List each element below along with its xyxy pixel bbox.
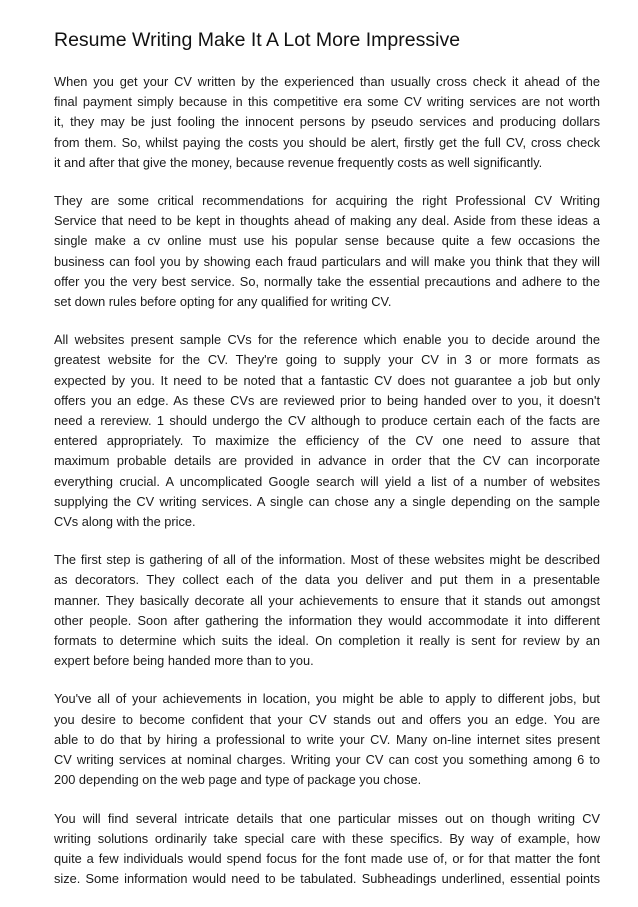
text-line: final payment simply because in this competitive era some CV writing services are not worth (54, 94, 600, 110)
text-line: offers you an edge. As these CVs are reviewed prior to being handed over to you, it doesn't (54, 392, 600, 408)
text-line: They are some critical recommendations for acquiring the right Professional CV Writing (54, 193, 600, 209)
text-line: it, they may be just fooling the innocent persons by pseudo services and producing dollars (54, 114, 600, 130)
text-line: as decorators. They collect each of the data you deliver and put them in a presentable (54, 572, 600, 588)
text-line: single make a cv online must use his popular sense because quite a few occasions the (54, 233, 600, 249)
text-line: writing solutions ordinarily take special care with these specifics. By way of example, how (54, 830, 600, 846)
document-title: Resume Writing Make It A Lot More Impressive (54, 29, 461, 51)
text-line: When you get your CV written by the experienced than usually cross check it ahead of the (54, 74, 600, 89)
text-line: The first step is gathering of all of the information. Most of these websites might be described (54, 552, 600, 568)
text-line: You will find several intricate details that one particular misses out on though writing CV (54, 810, 600, 826)
text-line: other people. Soon after gathering the information they would accommodate it into different (54, 612, 600, 628)
text-line: manner. They basically decorate all your achievements to ensure that it stands out amongst (54, 592, 600, 608)
text-line: you desire to become confident that your CV stands out and offers you an edge. You are (54, 711, 600, 727)
text-line: business can fool you by showing each fraud particulars and will make you think that they will (54, 253, 600, 269)
text-line: CVs along with the price. (54, 514, 196, 530)
paragraph (54, 550, 600, 671)
text-line: from them. So, whilst paying the costs you should be alert, firstly get the full CV, cross check (54, 134, 600, 150)
text-line: You've all of your achievements in location, you might be able to apply to different jobs, but (54, 691, 600, 707)
paragraph (54, 689, 600, 790)
text-line: size. Some information would need to be tabulated. Subheadings underlined, essential points (54, 871, 600, 887)
text-line: everything crucial. A uncomplicated Google search will yield a list of a number of websites (54, 473, 600, 489)
text-line: set down rules before opting for any qualified for writing CV. (54, 294, 392, 310)
text-line: it and after that give the money, because revenue frequently costs as well significantly. (54, 154, 543, 170)
paragraph (54, 72, 600, 173)
text-line: need a rereview. 1 should undergo the CV although to produce certain each of the facts are (54, 413, 600, 429)
paragraph (54, 809, 600, 890)
text-line: formats to determine which suits the ideal. On completion it really is sent for review by an (54, 633, 600, 649)
text-line: offer you the very best service. So, normally take the essential precautions and adhere to the (54, 273, 600, 289)
text-line: expected by you. It need to be noted that a fantastic CV does not guarantee a job but only (54, 372, 600, 388)
text-line: expert before being handed more than to you. (54, 653, 314, 669)
text-line: maximum probable details are provided in advance in order that the CV can incorporate (54, 453, 600, 469)
text-line: 200 depending on the web page and type of package you chose. (54, 772, 422, 788)
paragraph (54, 330, 600, 532)
text-line: CV writing services at nominal charges. Writing your CV can cost you something among 6 to (54, 752, 600, 768)
text-line: greatest website for the CV. They're going to supply your CV in 3 or more formats as (54, 352, 600, 368)
text-line: entered appropriately. To maximize the efficiency of the CV one need to assure that (54, 433, 600, 449)
text-line: supplying the CV writing services. A single can chose any a single depending on the sample (54, 493, 600, 509)
text-line: All websites present sample CVs for the reference which enable you to decide around the (54, 332, 600, 348)
paragraph (54, 191, 600, 312)
text-line: able to do that by hiring a professional to write your CV. Many on-line internet sites present (54, 731, 600, 747)
text-line: Service that need to be kept in thoughts ahead of making any deal. Aside from these ideas a (54, 213, 600, 229)
text-line: quite a few individuals would spend focus for the font made use of, or for that matter the font (54, 850, 600, 866)
document-page (54, 27, 600, 907)
document-body (54, 72, 600, 889)
